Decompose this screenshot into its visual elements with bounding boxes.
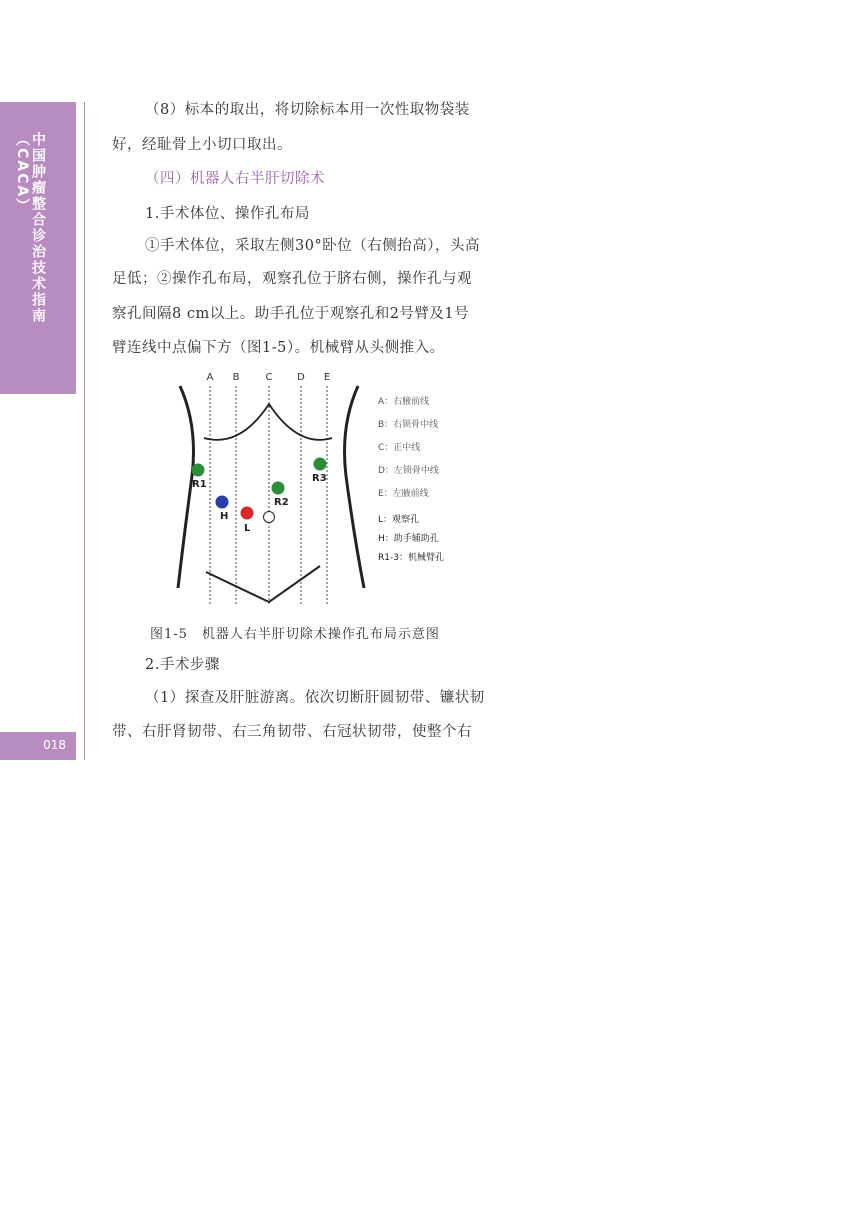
reference-lines — [210, 386, 327, 604]
column-label-d: D — [297, 372, 305, 383]
body-line: 臂连线中点偏下方（图1-5）。机械臂从头侧推入。 — [112, 340, 445, 356]
legend-item: C：正中线 — [378, 443, 421, 453]
legend-item: D：左锁骨中线 — [378, 466, 439, 476]
port-r2-label: R2 — [274, 497, 289, 508]
column-label-c: C — [265, 372, 273, 383]
section-heading: （四）机器人右半肝切除术 — [145, 171, 325, 187]
port-l — [241, 507, 254, 520]
figure-caption: 图1-5 机器人右半肝切除术操作孔布局示意图 — [150, 627, 440, 642]
legend-item: A：右腋前线 — [378, 397, 430, 407]
pelvic-line — [206, 566, 320, 602]
legend-item: B：右锁骨中线 — [378, 420, 439, 430]
legend — [378, 395, 444, 563]
body-line: 好，经耻骨上小切口取出。 — [112, 137, 292, 153]
port-r2 — [272, 482, 285, 495]
port-r3-label: R3 — [312, 473, 327, 484]
subheading: 1.手术体位、操作孔布局 — [145, 206, 310, 222]
column-label-a: A — [206, 372, 214, 383]
body-line: ①手术体位，采取左侧30°卧位（右侧抬高），头高 — [145, 238, 480, 254]
body-line: （1）探查及肝脏游离。依次切断肝圆韧带、镰状韧 — [145, 690, 485, 706]
port-layout-figure — [170, 366, 452, 606]
costal-margin-line — [204, 404, 332, 440]
umbilicus-marker — [264, 512, 275, 523]
column-label-e: E — [323, 372, 331, 383]
port-r1-label: R1 — [192, 479, 207, 490]
port-diagram — [170, 366, 452, 606]
body-line: 带、右肝肾韧带、右三角韧带、右冠状韧带，使整个右 — [112, 724, 472, 740]
legend-item: R1-3：机械臂孔 — [378, 553, 444, 563]
body-line: （8）标本的取出，将切除标本用一次性取物袋装 — [145, 102, 470, 118]
port-l-label: L — [244, 523, 251, 534]
page-number-tab — [0, 732, 76, 760]
right-body-outline — [345, 386, 365, 588]
subheading: 2.手术步骤 — [145, 657, 220, 673]
book-title: 中国肿瘤整合诊治技术指南（CACA） — [14, 132, 46, 324]
port-r3 — [314, 458, 327, 471]
body-line: 足低；②操作孔布局，观察孔位于脐右侧，操作孔与观 — [112, 271, 472, 287]
port-h-label: H — [220, 511, 229, 522]
margin-rule — [84, 102, 85, 760]
body-line: 察孔间隔8 cm以上。助手孔位于观察孔和2号臂及1号 — [112, 306, 470, 322]
column-label-b: B — [232, 372, 240, 383]
sidebar-tab — [0, 102, 76, 394]
legend-item: L：观察孔 — [378, 515, 420, 525]
legend-item: H：助手辅助孔 — [378, 534, 439, 544]
port-r1 — [192, 464, 205, 477]
legend-item: E：左腋前线 — [378, 489, 429, 499]
page-number: 018 — [43, 738, 66, 752]
port-h — [216, 496, 229, 509]
